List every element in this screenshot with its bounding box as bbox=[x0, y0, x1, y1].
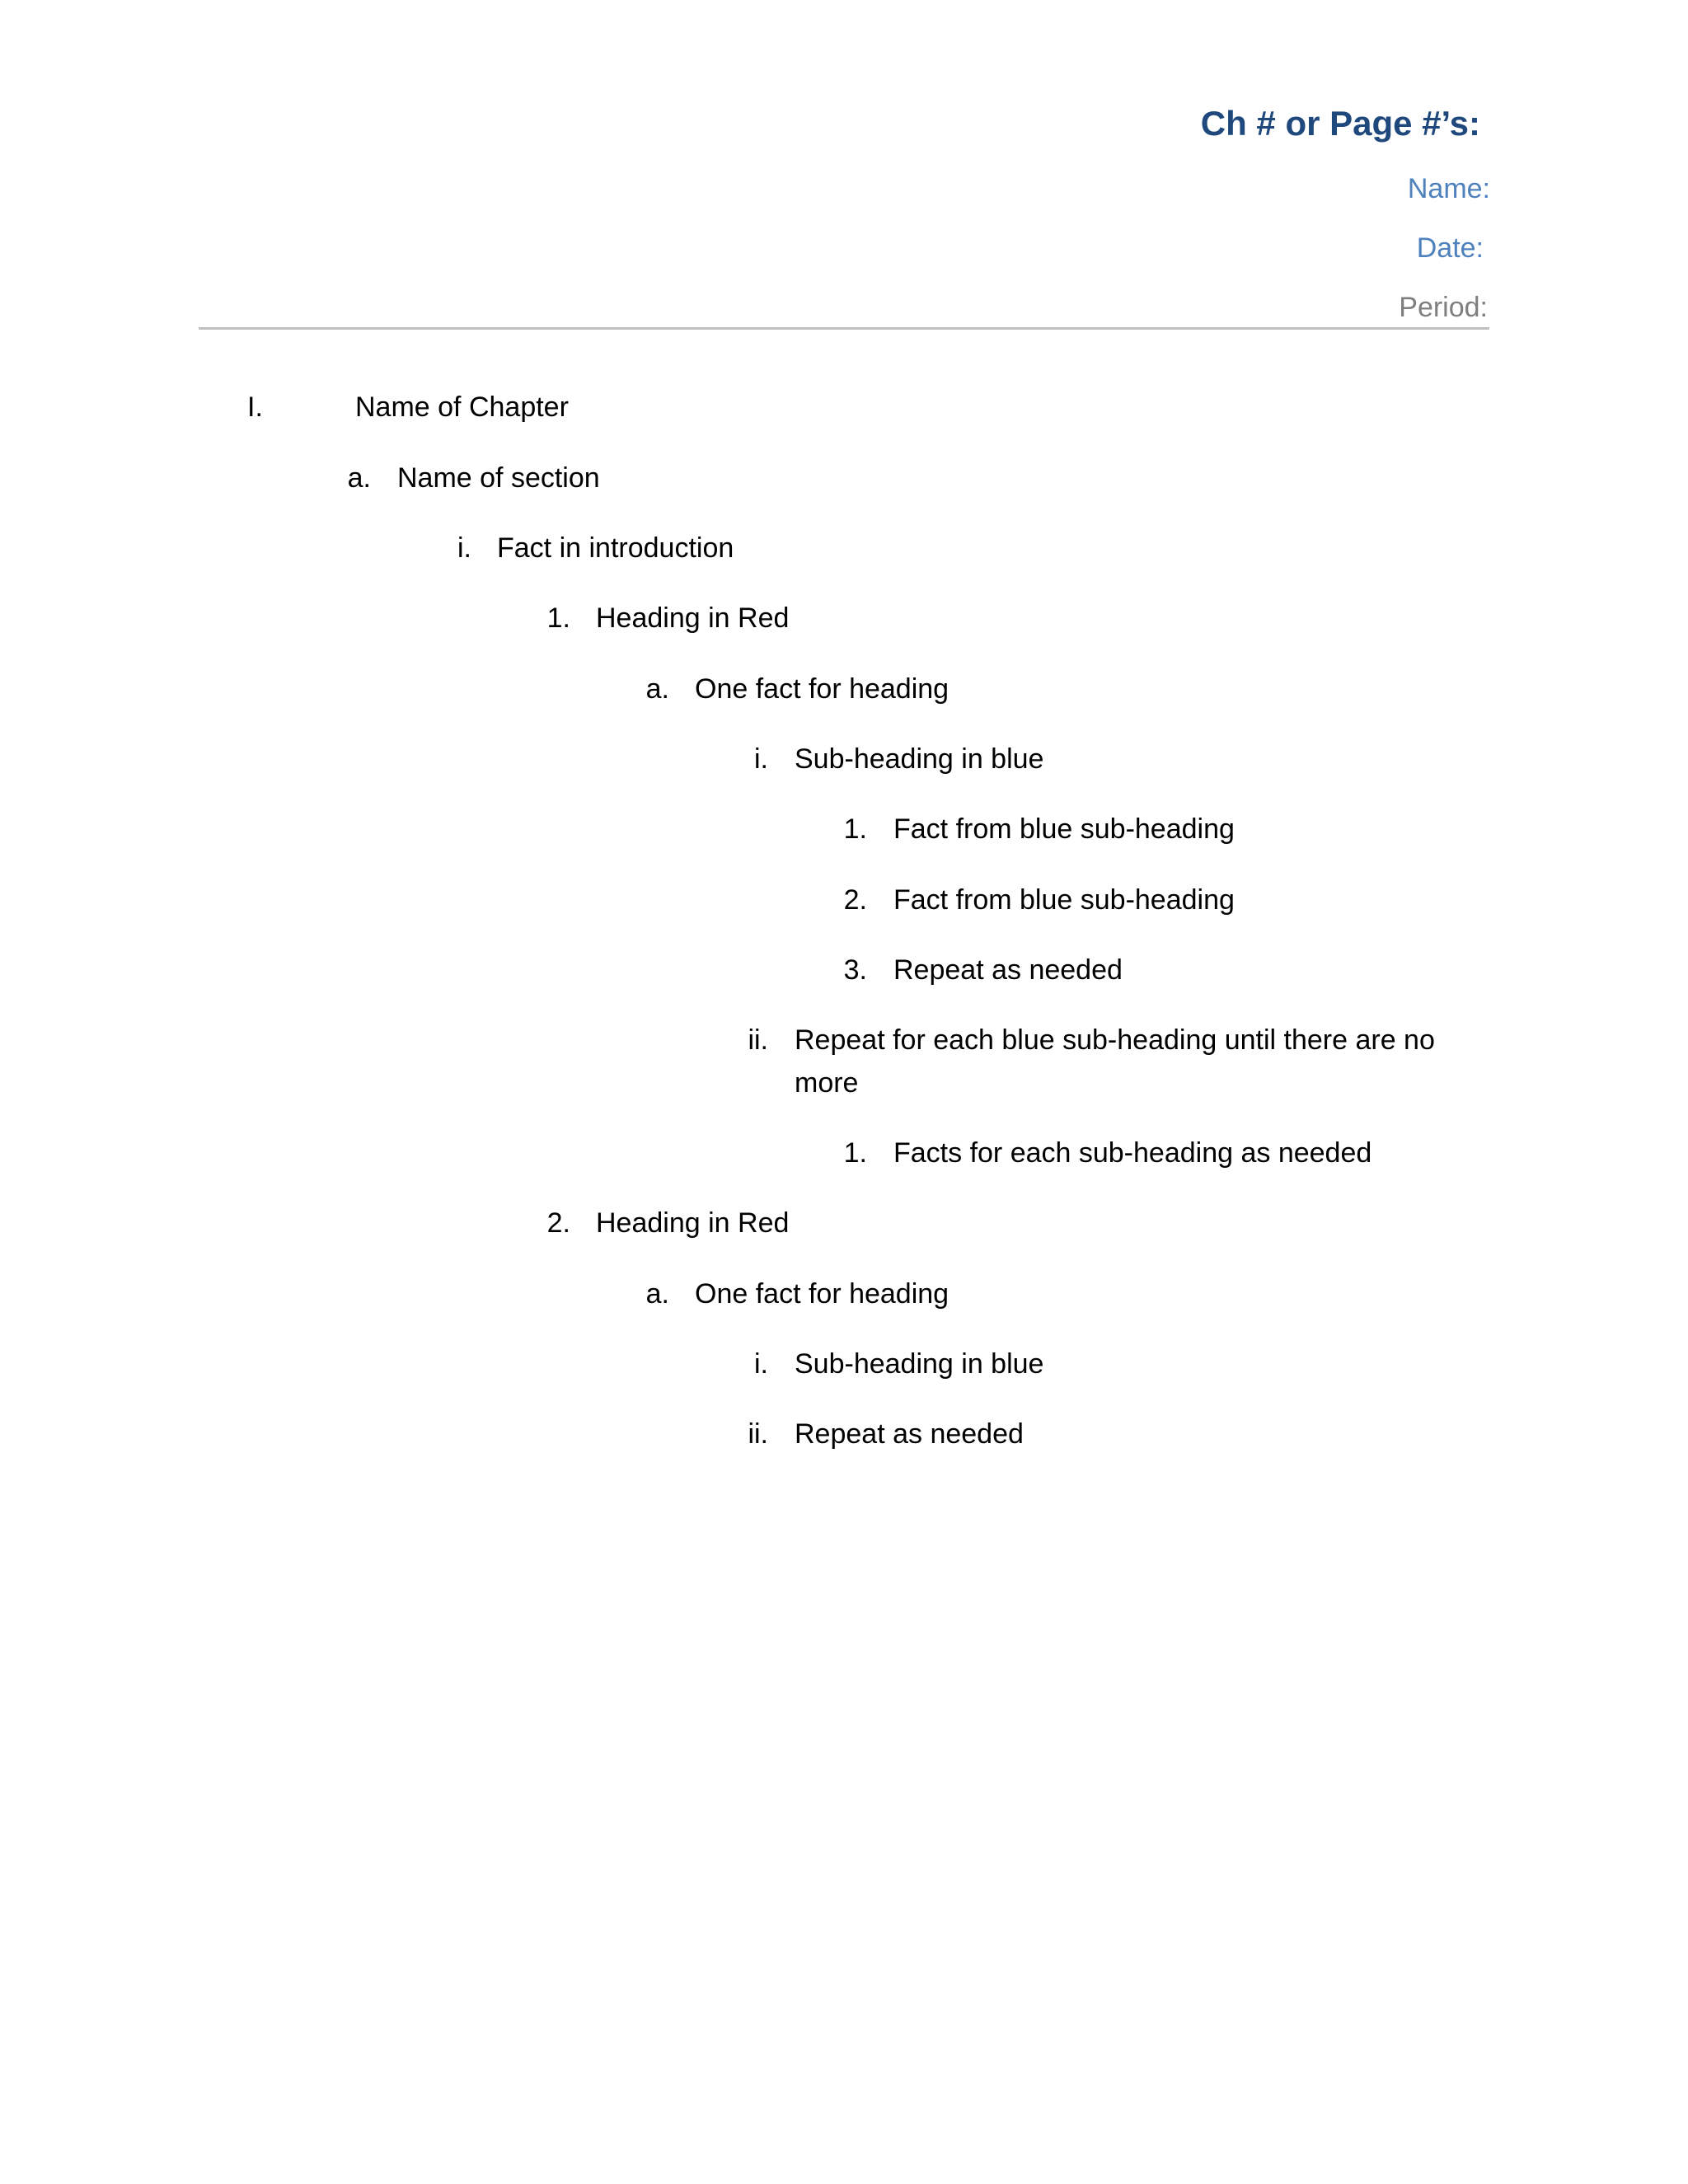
outline-marker: a. bbox=[645, 673, 669, 705]
outline-text: One fact for heading bbox=[695, 673, 950, 705]
outline-marker: 2. bbox=[546, 1207, 570, 1239]
outline-text: Fact from blue sub-heading bbox=[893, 884, 1235, 916]
outline-text-multiline bbox=[795, 1019, 1435, 1104]
header-divider bbox=[199, 327, 1489, 330]
outline-marker: 2. bbox=[843, 884, 867, 916]
outline-text: Heading in Red bbox=[596, 1207, 790, 1239]
outline-text: Facts for each sub-heading as needed bbox=[893, 1137, 1372, 1169]
outline-marker: 1. bbox=[843, 1137, 867, 1169]
outline-text-line: more bbox=[795, 1067, 859, 1099]
outline-marker: i. bbox=[754, 743, 768, 775]
outline-marker: I. bbox=[247, 391, 263, 423]
outline-text: Name of section bbox=[397, 462, 600, 494]
outline-text: Repeat as needed bbox=[795, 1418, 1024, 1450]
outline-text: Fact from blue sub-heading bbox=[893, 813, 1235, 845]
outline-text: One fact for heading bbox=[695, 1278, 950, 1310]
outline-marker: i. bbox=[754, 1348, 768, 1380]
outline-marker: i. bbox=[457, 532, 471, 564]
outline-text: Name of Chapter bbox=[355, 391, 569, 423]
outline-marker: 1. bbox=[843, 813, 867, 845]
outline-text: Fact in introduction bbox=[497, 532, 734, 564]
outline-marker: ii. bbox=[748, 1418, 768, 1450]
outline-marker: a. bbox=[645, 1278, 669, 1310]
period-label: Period: bbox=[1399, 292, 1488, 323]
outline-text: Repeat as needed bbox=[893, 954, 1123, 986]
name-label: Name: bbox=[1407, 173, 1490, 204]
outline-text: Sub-heading in blue bbox=[795, 743, 1044, 775]
outline-marker: 3. bbox=[843, 954, 867, 986]
outline-text: Heading in Red bbox=[596, 602, 790, 634]
outline-marker: a. bbox=[347, 462, 371, 494]
outline-marker: ii. bbox=[748, 1024, 768, 1056]
page-title: Ch # or Page #’s: bbox=[1200, 104, 1480, 143]
outline-text-line: Repeat for each blue sub-heading until there are no bbox=[795, 1024, 1435, 1056]
outline-marker: 1. bbox=[546, 602, 570, 634]
date-label: Date: bbox=[1416, 232, 1484, 264]
outline-text: Sub-heading in blue bbox=[795, 1348, 1044, 1380]
